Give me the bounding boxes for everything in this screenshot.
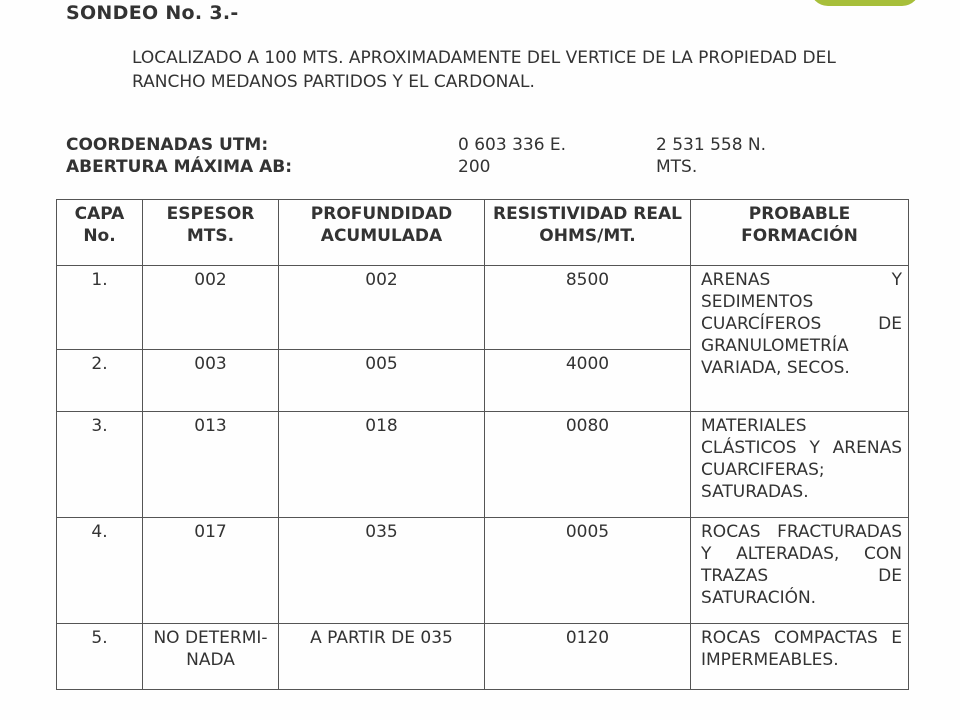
cell-resistividad: 4000 (485, 350, 691, 412)
table-row (57, 624, 909, 690)
utm-row (66, 134, 866, 156)
cell-resistividad: 0005 (485, 518, 691, 624)
table-row (57, 412, 909, 518)
aperture-value: 200 (458, 157, 491, 177)
cell-capa: 2. (57, 350, 143, 412)
cell-espesor: 002 (143, 266, 279, 350)
utm-label: COORDENADAS UTM: (66, 135, 269, 155)
utm-east: 0 603 336 E. (458, 135, 567, 155)
cell-espesor: 003 (143, 350, 279, 412)
cell-formacion: ROCAS FRACTURADAS Y ALTERADAS, CON TRAZAS DE SATURACIÓN. (691, 518, 909, 624)
header-espesor: ESPESOR MTS. (143, 200, 279, 266)
cell-espesor: NO DETERMI-NADA (143, 624, 279, 690)
cell-resistividad: 8500 (485, 266, 691, 350)
cell-profundidad: A PARTIR DE 035 (279, 624, 485, 690)
header-resistividad: RESISTIVIDAD REAL OHMS/MT. (485, 200, 691, 266)
aperture-label: ABERTURA MÁXIMA AB: (66, 157, 293, 177)
coordinates-block (66, 134, 866, 178)
table-row (57, 266, 909, 350)
location-description: LOCALIZADO A 100 MTS. APROXIMADAMENTE DEL VERTICE DE LA PROPIEDAD DEL RANCHO MEDANOS PARTIDOS Y EL CARDONAL. (132, 48, 836, 92)
cell-resistividad: 0080 (485, 412, 691, 518)
cell-espesor: 017 (143, 518, 279, 624)
cell-capa: 3. (57, 412, 143, 518)
cell-profundidad: 018 (279, 412, 485, 518)
cell-profundidad: 005 (279, 350, 485, 412)
utm-north: 2 531 558 N. (656, 135, 767, 155)
aperture-unit: MTS. (656, 157, 698, 177)
header-capa: CAPA No. (57, 200, 143, 266)
cell-resistividad: 0120 (485, 624, 691, 690)
header-formacion: PROBABLE FORMACIÓN (691, 200, 909, 266)
cell-espesor: 013 (143, 412, 279, 518)
cell-capa: 1. (57, 266, 143, 350)
cell-formacion: ROCAS COMPACTAS E IMPERMEABLES. (691, 624, 909, 690)
table-row (57, 518, 909, 624)
cell-profundidad: 035 (279, 518, 485, 624)
cell-formacion: ARENAS Y SEDIMENTOS CUARCÍFEROS DE GRANULOMETRÍA VARIADA, SECOS. (691, 266, 909, 412)
aperture-row (66, 156, 866, 178)
cell-profundidad: 002 (279, 266, 485, 350)
cell-capa: 4. (57, 518, 143, 624)
page-title: SONDEO No. 3.- (66, 2, 239, 24)
logo-fragment (810, 0, 920, 6)
table-header-row (57, 200, 909, 266)
cell-formacion: MATERIALES CLÁSTICOS Y ARENAS CUARCIFERAS; SATURADAS. (691, 412, 909, 518)
layers-table (56, 199, 909, 690)
cell-capa: 5. (57, 624, 143, 690)
header-profundidad: PROFUNDIDAD ACUMULADA (279, 200, 485, 266)
